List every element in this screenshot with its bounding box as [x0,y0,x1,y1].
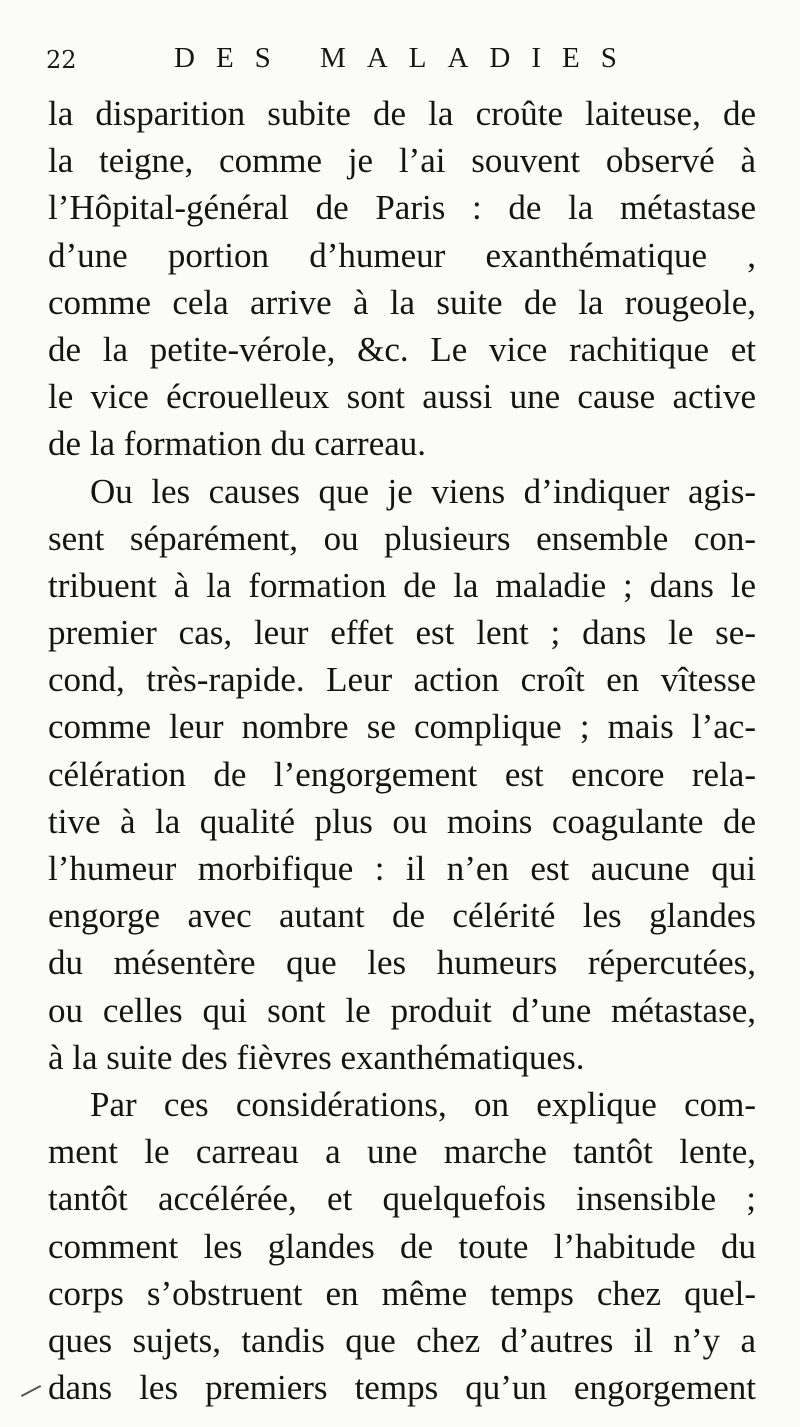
text-line: tantôt accélérée, et quelquefois insensible ; [48,1179,756,1219]
body-text [48,90,756,1411]
text-line: premier cas, leur effet est lent ; dans le se- [48,613,756,653]
text-line: ment le carreau a une marche tantôt lente, [48,1132,756,1172]
text-line: sent séparément, ou plusieurs ensemble con- [48,518,756,558]
text-line: de la petite-vérole, &c. Le vice rachitique et [48,329,756,369]
text-line: d’une portion d’humeur exanthématique , [48,235,756,275]
text-line: du mésentère que les humeurs répercutées, [48,943,756,983]
running-head [46,40,766,80]
text-line: à la suite des fièvres exanthématiques. [48,1037,585,1077]
text-line: corps s’obstruent en même temps chez quel- [48,1273,756,1313]
text-line: dans les premiers temps qu’un engorgement [48,1368,756,1408]
text-line: comme cela arrive à la suite de la rougeole, [48,282,756,322]
text-line: ou celles qui sont le produit d’une métastase, [48,990,756,1030]
margin-mark [21,1385,41,1397]
paragraph-first-line: Ou les causes que je viens d’indiquer agis- [90,471,756,511]
text-line: ques sujets, tandis que chez d’autres il n’y a [48,1320,756,1360]
text-line: célération de l’engorgement est encore rela- [48,754,756,794]
text-line: comme leur nombre se complique ; mais l’ac- [48,707,756,747]
text-line: engorge avec autant de célérité les glandes [48,896,756,936]
text-line: la disparition subite de la croûte laiteuse, de [48,94,756,133]
text-line: l’Hôpital-général de Paris : de la métastase [48,188,756,228]
page-number: 22 [46,46,77,74]
running-title: DES MALADIES [174,42,638,74]
text-line: tive à la qualité plus ou moins coagulante de [48,801,756,841]
text-line: cond, très-rapide. Leur action croît en vîtesse [48,660,756,700]
text-line: le vice écrouelleux sont aussi une cause active [48,377,756,417]
paragraph-first-line: Par ces considérations, on explique com- [90,1084,756,1124]
text-line: tribuent à la formation de la maladie ; dans le [48,565,756,605]
text-line: de la formation du carreau. [48,424,427,464]
text-line: la teigne, comme je l’ai souvent observé à [48,141,756,181]
text-line: l’humeur morbifique : il n’en est aucune qui [48,849,756,888]
text-line: comment les glandes de toute l’habitude du [48,1226,756,1266]
